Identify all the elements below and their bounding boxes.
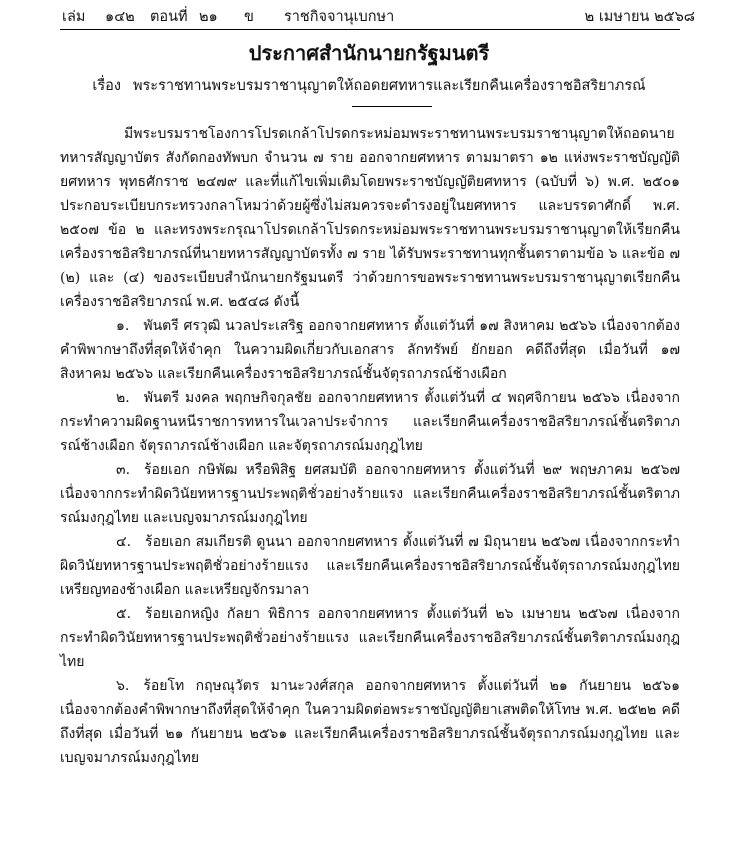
- title-separator: [352, 106, 432, 107]
- item-number: ๑.: [116, 318, 130, 334]
- item-text: พันตรี มงคล พฤกษกิจกุลชัย ออกจากยศทหาร ตั้งแต่วันที่ ๔ พฤศจิกายน ๒๕๖๖ เนื่องจากกระทำความผิดฐานหนีราชการทหารในเวลาประจำการ และเรียกคืนเครื่องราชอิสริยาภรณ์ชั้นตริตาภรณ์ช้างเผือก จัตุรถาภรณ์ช้างเผือก และจัตุรถาภรณ์มงกุฎไทย: [60, 390, 680, 454]
- issue-label: ตอนที่: [150, 9, 188, 25]
- list-item: [60, 314, 680, 386]
- item-text: ร้อยโท กฤษณุวัตร มานะวงศ์สกุล ออกจากยศทหาร ตั้งแต่วันที่ ๒๑ กันยายน ๒๕๖๑ เนื่องจากต้องคำพิพากษาถึงที่สุดให้จำคุก ในความผิดต่อพระราชบัญญัติยาเสพติดให้โทษ พ.ศ. ๒๕๒๒ คดีถึงที่สุด เมื่อวันที่ ๒๑ กันยายน ๒๕๖๑ และเรียกคืนเครื่องราชอิสริยาภรณ์ชั้นจัตุรถาภรณ์มงกุฎไทย และเบญจมาภรณ์มงกุฎไทย: [60, 678, 680, 766]
- issue-number: ๒๑: [199, 9, 218, 25]
- item-text: ร้อยเอกหญิง กัลยา พิธิการ ออกจากยศทหาร ตั้งแต่วันที่ ๒๖ เมษายน ๒๕๖๗ เนื่องจากกระทำผิดวินัยทหารฐานประพฤติชั่วอย่างร้ายแรง และเรียกคืนเครื่องราชอิสริยาภรณ์ชั้นตริตาภรณ์มงกุฎไทย: [60, 606, 680, 670]
- list-item: [60, 458, 680, 530]
- section-letter: ข: [244, 9, 254, 25]
- item-number: ๕.: [116, 606, 132, 622]
- item-number: ๓.: [116, 462, 131, 478]
- publish-date: ๒ เมษายน ๒๕๖๘: [584, 9, 695, 25]
- item-number: ๖.: [116, 678, 130, 694]
- item-text: ร้อยเอก กษิพัฒ หรือพิสิฐ ยศสมบัติ ออกจากยศทหาร ตั้งแต่วันที่ ๒๙ พฤษภาคม ๒๕๖๗ เนื่องจากกระทำผิดวินัยทหารฐานประพฤติชั่วอย่างร้ายแรง และเรียกคืนเครื่องราชอิสริยาภรณ์ชั้นตริตาภรณ์มงกุฎไทย และเบญจมาภรณ์มงกุฎไทย: [60, 462, 680, 526]
- announcement-title: ประกาศสำนักนายกรัฐมนตรี: [248, 41, 490, 65]
- announcement-body: [60, 122, 680, 770]
- volume-number: ๑๔๒: [105, 9, 135, 25]
- list-item: [60, 530, 680, 602]
- intro-paragraph: มีพระบรมราชโองการโปรดเกล้าโปรดกระหม่อมพระราชทานพระบรมราชานุญาตให้ถอดนายทหารสัญญาบัตร สังกัดกองทัพบก จำนวน ๗ ราย ออกจากยศทหาร ตามมาตรา ๑๒ แห่งพระราชบัญญัติยศทหาร พุทธศักราช ๒๔๗๙ และที่แก้ไขเพิ่มเติมโดยพระราชบัญญัติยศทหาร (ฉบับที่ ๖) พ.ศ. ๒๕๐๑ ประกอบระเบียบกระทรวงกลาโหมว่าด้วยผู้ซึ่งไม่สมควรจะดำรงอยู่ในยศทหาร และบรรดาศักดิ์ พ.ศ. ๒๕๐๗ ข้อ ๒ และทรงพระกรุณาโปรดเกล้าโปรดกระหม่อมพระราชทานพระบรมราชานุญาตให้เรียกคืนเครื่องราชอิสริยาภรณ์ที่นายทหารสัญญาบัตรทั้ง ๗ ราย ได้รับพระราชทานทุกชั้นตราตามข้อ ๖ และข้อ ๗ (๒) และ (๔) ของระเบียบสำนักนายกรัฐมนตรี ว่าด้วยการขอพระราชทานพระบรมราชานุญาตเรียกคืนเครื่องราชอิสริยาภรณ์ พ.ศ. ๒๕๔๘ ดังนี้: [60, 126, 680, 310]
- announcement-subject: [0, 74, 738, 98]
- item-text: พันตรี ศรวุฒิ นวลประเสริฐ ออกจากยศทหาร ตั้งแต่วันที่ ๑๗ สิงหาคม ๒๕๖๖ เนื่องจากต้องคำพิพากษาถึงที่สุดให้จำคุก ในความผิดเกี่ยวกับเอกสาร ลักทรัพย์ ยักยอก คดีถึงที่สุด เมื่อวันที่ ๑๗ สิงหาคม ๒๕๖๖ และเรียกคืนเครื่องราชอิสริยาภรณ์ชั้นจัตุรถาภรณ์ช้างเผือก: [60, 318, 680, 382]
- list-item: [60, 386, 680, 458]
- item-text: ร้อยเอก สมเกียรติ ดูนนา ออกจากยศทหาร ตั้งแต่วันที่ ๗ มิถุนายน ๒๕๖๗ เนื่องจากกระทำผิดวินัยทหารฐานประพฤติชั่วอย่างร้ายแรง และเรียกคืนเครื่องราชอิสริยาภรณ์ชั้นจัตุรถาภรณ์มงกุฎไทย เหรียญทองช้างเผือก และเหรียญจักรมาลา: [60, 534, 680, 598]
- item-number: ๒.: [116, 390, 130, 406]
- gazette-header: [0, 6, 738, 28]
- subject-text: พระราชทานพระบรมราชานุญาตให้ถอดยศทหารและเรียกคืนเครื่องราชอิสริยาภรณ์: [132, 78, 646, 94]
- list-item: [60, 602, 680, 674]
- list-item: [60, 674, 680, 770]
- volume-label: เล่ม: [62, 9, 86, 25]
- header-divider: [60, 29, 680, 30]
- item-number: ๔.: [116, 534, 132, 550]
- gazette-name: ราชกิจจานุเบกษา: [284, 9, 395, 25]
- subject-label: เรื่อง: [92, 78, 121, 94]
